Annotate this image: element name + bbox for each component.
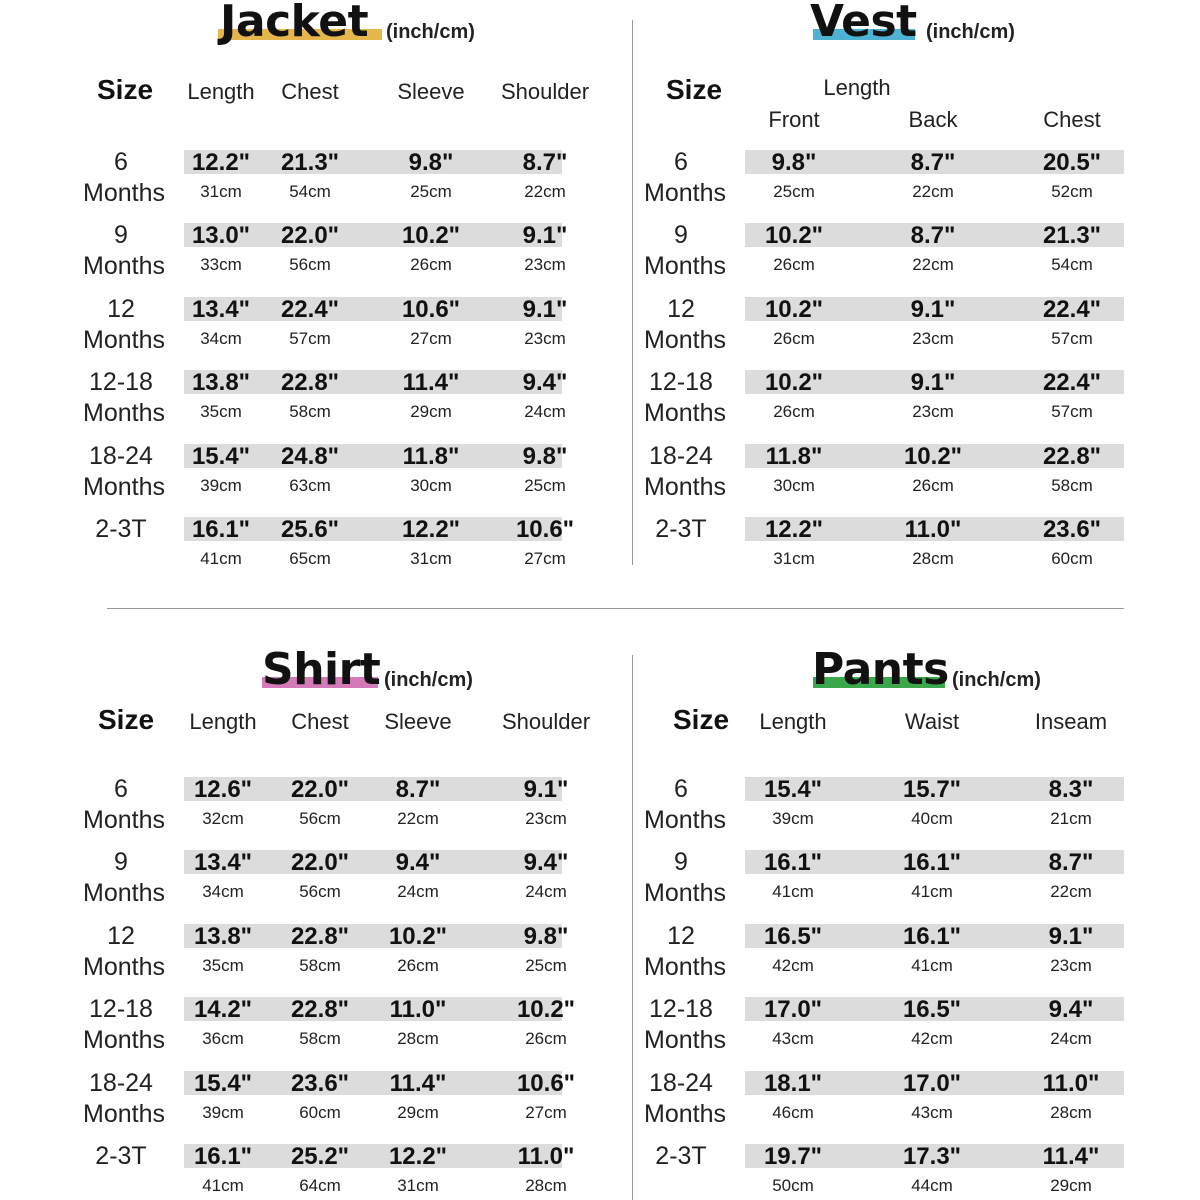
pants-cm-value: 43cm xyxy=(911,1102,953,1122)
shirt-size-label: 2-3T xyxy=(95,1142,147,1170)
jacket-title: Jacket xyxy=(220,0,369,47)
pants-size-label-unit: Months xyxy=(644,879,726,908)
pants-cm-value: 41cm xyxy=(772,882,814,902)
pants-cm-value: 50cm xyxy=(772,1176,814,1195)
jacket-size-header: Size xyxy=(96,74,154,105)
pants-cm-value: 42cm xyxy=(911,1029,953,1049)
jacket-cm-value: 27cm xyxy=(410,328,452,348)
vest-cm-value: 26cm xyxy=(773,328,815,348)
shirt-column-header: Sleeve xyxy=(384,709,452,734)
shirt-column-header: Length xyxy=(189,709,257,734)
pants-inch-value: 8.7" xyxy=(1048,849,1094,877)
shirt-inch-value: 22.8" xyxy=(290,922,350,950)
vest-inch-value: 10.2" xyxy=(764,295,824,323)
jacket-inch-value: 11.8" xyxy=(402,442,460,470)
shirt-inch-value: 16.1" xyxy=(193,1143,253,1170)
jacket-size-label-unit: Months xyxy=(83,325,165,354)
vest-inch-value: 8.7" xyxy=(910,222,956,250)
jacket-inch-value: 25.6" xyxy=(280,516,340,543)
pants-cm-value: 44cm xyxy=(911,1176,953,1195)
pants-inch-value: 17.0" xyxy=(902,1069,962,1097)
vest-cm-value: 22cm xyxy=(912,182,954,201)
pants-size-label: 12-18 xyxy=(649,995,713,1024)
shirt-inch-value: 13.8" xyxy=(193,922,253,950)
pants-size-header: Size xyxy=(672,704,730,735)
pants-cm-value: 28cm xyxy=(1050,1102,1092,1122)
vest-cm-value: 23cm xyxy=(912,328,954,348)
vest-cm-value: 23cm xyxy=(912,402,954,422)
pants-cm-value: 21cm xyxy=(1050,809,1092,828)
jacket-unit-label: (inch/cm) xyxy=(386,21,475,43)
shirt-cm-value: 31cm xyxy=(397,1176,439,1195)
vest-inch-value: 10.2" xyxy=(764,222,824,250)
pants-column-header: Waist xyxy=(904,709,960,734)
vest-unit-label: (inch/cm) xyxy=(926,21,1015,43)
jacket-inch-value: 10.6" xyxy=(401,295,461,323)
pants-cm-value: 22cm xyxy=(1050,882,1092,902)
shirt-inch-value: 11.0" xyxy=(389,996,447,1024)
pants-inch-value: 17.0" xyxy=(763,996,823,1024)
jacket-cm-value: 33cm xyxy=(200,255,242,275)
vest-inch-value: 10.2" xyxy=(903,442,963,470)
vest-cm-value: 26cm xyxy=(912,475,954,495)
pants-size-label-unit: Months xyxy=(644,806,726,834)
shirt-size-label-unit: Months xyxy=(83,806,165,834)
vest-size-label-unit: Months xyxy=(644,325,726,354)
jacket-inch-value: 9.1" xyxy=(522,295,568,323)
jacket-size-label: 12 xyxy=(107,294,135,323)
jacket-cm-value: 34cm xyxy=(200,328,242,348)
jacket-inch-value: 12.2" xyxy=(401,516,461,543)
vest-size-label-unit: Months xyxy=(644,179,726,207)
shirt-size-label-unit: Months xyxy=(83,879,165,908)
vest-length-group-header: Length xyxy=(823,75,891,100)
vest-inch-value: 9.1" xyxy=(910,295,956,323)
shirt-cm-value: 24cm xyxy=(397,882,439,902)
shirt-unit-label: (inch/cm) xyxy=(384,669,473,691)
jacket-cm-value: 30cm xyxy=(410,475,452,495)
shirt-inch-value: 25.2" xyxy=(290,1143,350,1170)
pants-column-header: Inseam xyxy=(1034,709,1108,734)
shirt-inch-value: 11.4" xyxy=(389,1069,447,1097)
pants-cm-value: 40cm xyxy=(911,809,953,828)
shirt-inch-value: 12.2" xyxy=(388,1143,448,1170)
jacket-cm-value: 23cm xyxy=(524,255,566,275)
pants-cm-value: 42cm xyxy=(772,955,814,975)
vest-cm-value: 26cm xyxy=(773,255,815,275)
jacket-inch-value: 10.6" xyxy=(515,516,575,543)
shirt-cm-value: 39cm xyxy=(202,1102,244,1122)
jacket-inch-value: 16.1" xyxy=(191,516,251,543)
pants-cm-value: 41cm xyxy=(911,955,953,975)
vest-size-label-unit: Months xyxy=(644,399,726,428)
vest-inch-value: 10.2" xyxy=(764,369,824,397)
shirt-size-label-unit: Months xyxy=(83,1026,165,1055)
jacket-cm-value: 65cm xyxy=(289,549,331,568)
shirt-inch-value: 10.2" xyxy=(388,922,448,950)
pants-inch-value: 15.4" xyxy=(763,776,823,803)
shirt-cm-value: 28cm xyxy=(397,1029,439,1049)
shirt-inch-value: 10.2" xyxy=(516,996,576,1024)
jacket-inch-value: 9.1" xyxy=(522,222,568,250)
shirt-inch-value: 13.4" xyxy=(193,849,253,877)
jacket-size-label-unit: Months xyxy=(83,252,165,281)
jacket-cm-value: 23cm xyxy=(524,328,566,348)
vest-size-label: 12 xyxy=(667,294,695,323)
jacket-column-header: Sleeve xyxy=(397,79,465,104)
pants-inch-value: 16.1" xyxy=(763,849,823,877)
vest-cm-value: 26cm xyxy=(773,402,815,422)
jacket-inch-value: 22.0" xyxy=(280,222,340,250)
jacket-cm-value: 25cm xyxy=(410,182,452,201)
shirt-inch-value: 22.0" xyxy=(290,776,350,803)
jacket-inch-value: 13.0" xyxy=(191,222,251,250)
horizontal-divider xyxy=(107,608,1124,609)
jacket-inch-value: 10.2" xyxy=(401,222,461,250)
vest-inch-value: 9.1" xyxy=(910,369,956,397)
pants-title: Pants xyxy=(812,644,949,695)
pants-cm-value: 23cm xyxy=(1050,955,1092,975)
jacket-inch-value: 12.2" xyxy=(191,149,251,176)
vest-column-header: Back xyxy=(908,107,958,132)
shirt-cm-value: 32cm xyxy=(202,809,244,828)
jacket-inch-value: 21.3" xyxy=(280,149,340,176)
pants-inch-value: 18.1" xyxy=(763,1069,823,1097)
shirt-cm-value: 58cm xyxy=(299,1029,341,1049)
vest-cm-value: 58cm xyxy=(1051,475,1093,495)
vest-size-label: 9 xyxy=(674,221,688,250)
shirt-cm-value: 34cm xyxy=(202,882,244,902)
pants-cm-value: 43cm xyxy=(772,1029,814,1049)
vest-inch-value: 22.4" xyxy=(1042,295,1102,323)
jacket-cm-value: 57cm xyxy=(289,328,331,348)
pants-inch-value: 9.1" xyxy=(1048,922,1094,950)
vest-inch-value: 22.4" xyxy=(1042,369,1102,397)
shirt-inch-value: 22.8" xyxy=(290,996,350,1024)
pants-cm-value: 39cm xyxy=(772,809,814,828)
shirt-inch-value: 8.7" xyxy=(395,776,441,803)
jacket-cm-value: 22cm xyxy=(524,182,566,201)
shirt-cm-value: 60cm xyxy=(299,1102,341,1122)
vest-column-header: Chest xyxy=(1043,107,1101,132)
pants-inch-value: 16.5" xyxy=(902,996,962,1024)
pants-size-label: 2-3T xyxy=(655,1142,707,1170)
vest-size-header: Size xyxy=(665,74,723,105)
shirt-inch-value: 11.0" xyxy=(517,1143,575,1170)
shirt-cm-value: 29cm xyxy=(397,1102,439,1122)
vest-size-label: 18-24 xyxy=(649,441,713,470)
pants-inch-value: 16.5" xyxy=(763,922,823,950)
shirt-cm-value: 28cm xyxy=(525,1176,567,1195)
shirt-column-header: Shoulder xyxy=(501,709,591,734)
shirt-cm-value: 36cm xyxy=(202,1029,244,1049)
jacket-size-label: 18-24 xyxy=(89,441,153,470)
jacket-cm-value: 39cm xyxy=(200,475,242,495)
jacket-size-label: 12-18 xyxy=(89,368,153,397)
vest-cm-value: 57cm xyxy=(1051,402,1093,422)
vest-size-label-unit: Months xyxy=(644,472,726,501)
pants-inch-value: 16.1" xyxy=(902,922,962,950)
shirt-inch-value: 22.0" xyxy=(290,849,350,877)
jacket-column-header: Chest xyxy=(281,79,339,104)
pants-cm-value: 41cm xyxy=(911,882,953,902)
jacket-cm-value: 41cm xyxy=(200,549,242,568)
vest-inch-value: 8.7" xyxy=(910,149,956,176)
shirt-inch-value: 9.4" xyxy=(523,849,569,877)
shirt-inch-value: 9.4" xyxy=(395,849,441,877)
shirt-cm-value: 64cm xyxy=(299,1176,341,1195)
jacket-inch-value: 24.8" xyxy=(280,442,340,470)
shirt-cm-value: 23cm xyxy=(525,809,567,828)
jacket-cm-value: 63cm xyxy=(289,475,331,495)
jacket-inch-value: 9.4" xyxy=(522,369,568,397)
shirt-cm-value: 27cm xyxy=(525,1102,567,1122)
jacket-cm-value: 25cm xyxy=(524,475,566,495)
shirt-inch-value: 23.6" xyxy=(290,1069,350,1097)
shirt-size-label-unit: Months xyxy=(83,1099,165,1128)
pants-size-label-unit: Months xyxy=(644,1099,726,1128)
shirt-title: Shirt xyxy=(262,644,381,695)
shirt-cm-value: 56cm xyxy=(299,809,341,828)
vest-cm-value: 52cm xyxy=(1051,182,1093,201)
shirt-cm-value: 25cm xyxy=(525,955,567,975)
jacket-inch-value: 9.8" xyxy=(408,149,454,176)
pants-cm-value: 29cm xyxy=(1050,1176,1092,1195)
shirt-column-header: Chest xyxy=(291,709,349,734)
jacket-cm-value: 26cm xyxy=(410,255,452,275)
pants-inch-value: 19.7" xyxy=(763,1143,823,1170)
jacket-column-header: Length xyxy=(187,79,255,104)
jacket-cm-value: 31cm xyxy=(410,549,452,568)
jacket-cm-value: 24cm xyxy=(524,402,566,422)
pants-column-header: Length xyxy=(759,709,827,734)
vest-cm-value: 25cm xyxy=(773,182,815,201)
shirt-size-header: Size xyxy=(97,704,155,735)
pants-inch-value: 16.1" xyxy=(902,849,962,877)
shirt-size-label: 12-18 xyxy=(89,995,153,1024)
shirt-cm-value: 26cm xyxy=(525,1029,567,1049)
pants-inch-value: 11.4" xyxy=(1042,1143,1100,1170)
shirt-inch-value: 9.8" xyxy=(523,922,569,950)
vest-size-label: 6 xyxy=(674,148,688,176)
jacket-size-label: 9 xyxy=(114,221,128,250)
shirt-inch-value: 14.2" xyxy=(193,996,253,1024)
shirt-cm-value: 22cm xyxy=(397,809,439,828)
shirt-cm-value: 41cm xyxy=(202,1176,244,1195)
shirt-cm-value: 26cm xyxy=(397,955,439,975)
vest-column-header: Front xyxy=(768,107,820,132)
vest-inch-value: 23.6" xyxy=(1042,516,1102,543)
vest-inch-value: 11.8" xyxy=(765,442,823,470)
shirt-cm-value: 56cm xyxy=(299,882,341,902)
vest-inch-value: 11.0" xyxy=(904,516,962,543)
shirt-size-label: 6 xyxy=(114,775,128,803)
jacket-size-label-unit: Months xyxy=(83,179,165,207)
vest-inch-value: 12.2" xyxy=(764,516,824,543)
jacket-inch-value: 11.4" xyxy=(402,369,460,397)
vertical-divider-top xyxy=(632,20,633,565)
vest-cm-value: 22cm xyxy=(912,255,954,275)
jacket-cm-value: 58cm xyxy=(289,402,331,422)
jacket-inch-value: 22.4" xyxy=(280,295,340,323)
jacket-cm-value: 27cm xyxy=(524,549,566,568)
pants-size-label: 6 xyxy=(674,775,688,803)
jacket-cm-value: 54cm xyxy=(289,182,331,201)
vest-inch-value: 9.8" xyxy=(771,149,817,176)
shirt-size-label: 12 xyxy=(107,921,135,950)
vest-size-label: 12-18 xyxy=(649,368,713,397)
shirt-cm-value: 58cm xyxy=(299,955,341,975)
vest-title: Vest xyxy=(810,0,917,47)
jacket-cm-value: 56cm xyxy=(289,255,331,275)
pants-cm-value: 24cm xyxy=(1050,1029,1092,1049)
jacket-inch-value: 13.4" xyxy=(191,295,251,323)
vest-inch-value: 20.5" xyxy=(1042,149,1102,176)
shirt-size-label: 18-24 xyxy=(89,1068,153,1097)
jacket-size-label-unit: Months xyxy=(83,399,165,428)
jacket-inch-value: 8.7" xyxy=(522,149,568,176)
jacket-inch-value: 13.8" xyxy=(191,369,251,397)
jacket-size-label: 6 xyxy=(114,148,128,176)
pants-inch-value: 9.4" xyxy=(1048,996,1094,1024)
jacket-cm-value: 31cm xyxy=(200,182,242,201)
vest-cm-value: 54cm xyxy=(1051,255,1093,275)
vest-cm-value: 31cm xyxy=(773,549,815,568)
pants-size-label-unit: Months xyxy=(644,952,726,981)
vest-size-label-unit: Months xyxy=(644,252,726,281)
pants-inch-value: 17.3" xyxy=(902,1143,962,1170)
vest-inch-value: 22.8" xyxy=(1042,442,1102,470)
jacket-column-header: Shoulder xyxy=(500,79,590,104)
pants-size-label-unit: Months xyxy=(644,1026,726,1055)
vest-cm-value: 57cm xyxy=(1051,328,1093,348)
pants-inch-value: 11.0" xyxy=(1042,1069,1100,1097)
jacket-inch-value: 22.8" xyxy=(280,369,340,397)
shirt-inch-value: 10.6" xyxy=(516,1069,576,1097)
shirt-size-label-unit: Months xyxy=(83,952,165,981)
jacket-cm-value: 35cm xyxy=(200,402,242,422)
jacket-size-label: 2-3T xyxy=(95,515,147,543)
jacket-inch-value: 15.4" xyxy=(191,442,251,470)
shirt-cm-value: 35cm xyxy=(202,955,244,975)
pants-unit-label: (inch/cm) xyxy=(952,669,1041,691)
vest-cm-value: 30cm xyxy=(773,475,815,495)
pants-inch-value: 8.3" xyxy=(1048,776,1094,803)
jacket-size-label-unit: Months xyxy=(83,472,165,501)
pants-size-label: 18-24 xyxy=(649,1068,713,1097)
pants-cm-value: 46cm xyxy=(772,1102,814,1122)
pants-size-label: 9 xyxy=(674,848,688,877)
jacket-cm-value: 29cm xyxy=(410,402,452,422)
vertical-divider-bottom xyxy=(632,655,633,1200)
shirt-inch-value: 12.6" xyxy=(193,776,253,803)
shirt-size-label: 9 xyxy=(114,848,128,877)
vest-cm-value: 60cm xyxy=(1051,549,1093,568)
pants-inch-value: 15.7" xyxy=(902,776,962,803)
vest-cm-value: 28cm xyxy=(912,549,954,568)
jacket-inch-value: 9.8" xyxy=(522,442,568,470)
vest-inch-value: 21.3" xyxy=(1042,222,1102,250)
pants-size-label: 12 xyxy=(667,921,695,950)
shirt-inch-value: 15.4" xyxy=(193,1069,253,1097)
shirt-cm-value: 24cm xyxy=(525,882,567,902)
shirt-inch-value: 9.1" xyxy=(523,776,569,803)
vest-size-label: 2-3T xyxy=(655,515,707,543)
